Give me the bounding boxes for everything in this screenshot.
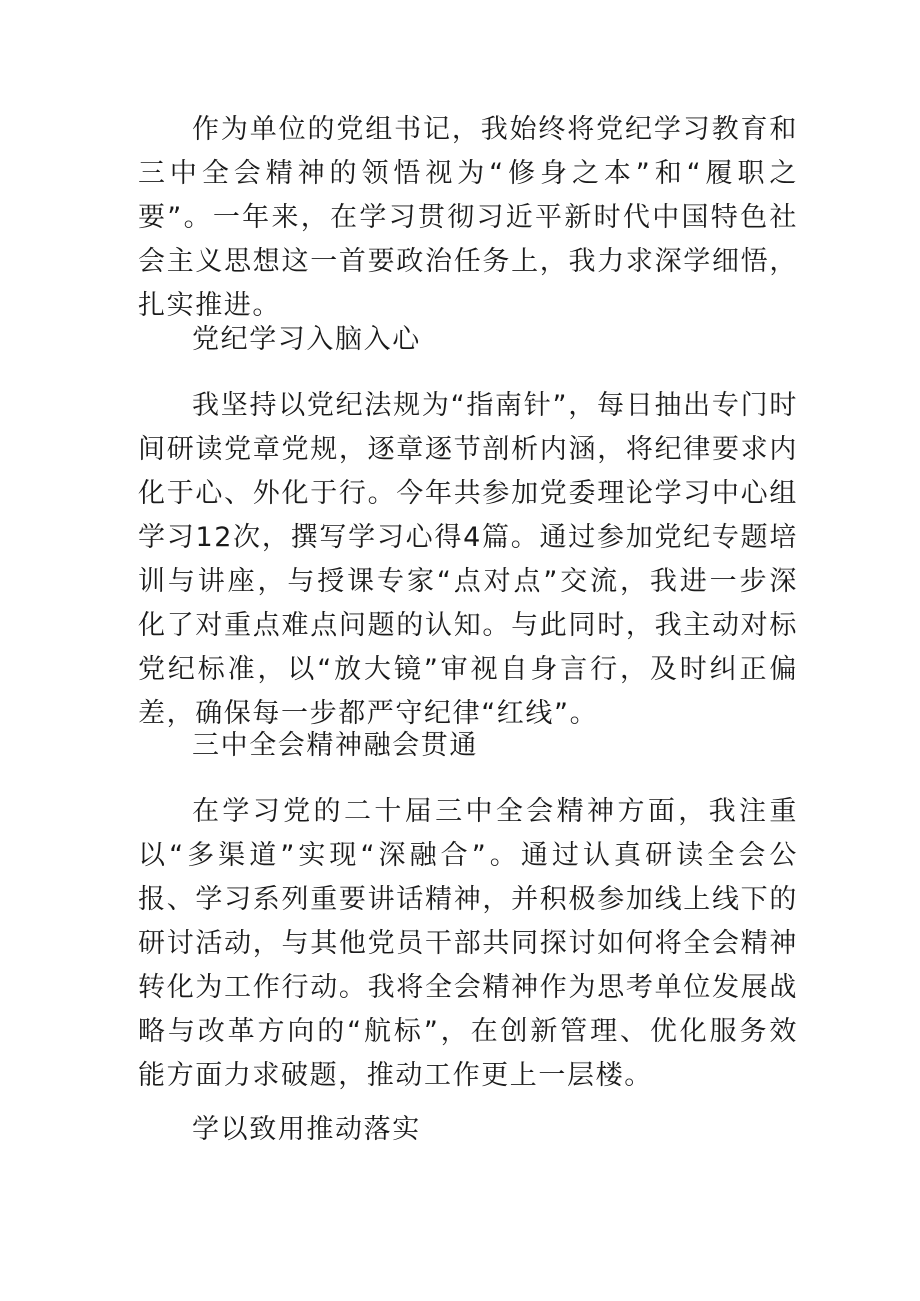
- section-heading-discipline-study: 党纪学习入脑入心: [192, 324, 421, 355]
- section-heading-apply-learning: 学以致用推动落实: [192, 1114, 421, 1145]
- section-heading-plenum-spirit: 三中全会精神融会贯通: [192, 730, 478, 761]
- paragraph-discipline-study: 我坚持以党纪法规为“指南针”，每日抽出专门时间研读党章党规，逐章逐节剖析内涵，将纪律要求内化于心、外化于行。今年共参加党委理论学习中心组学习12次，撰写学习心得4篇。通过参加党纪专题培训与讲座，与授课专家“点对点”交流，我进一步深化了对重点难点问题的认知。与此同时，我主动对标党纪标准，以“放大镜”审视自身言行，及时纠正偏差，确保每一步都严守纪律“红线”。: [138, 390, 798, 729]
- paragraph-intro: 作为单位的党组书记，我始终将党纪学习教育和三中全会精神的领悟视为“修身之本”和“履职之要”。一年来，在学习贯彻习近平新时代中国特色社会主义思想这一首要政治任务上，我力求深学细悟，扎实推进。: [138, 114, 798, 321]
- paragraph-plenum-spirit: 在学习党的二十届三中全会精神方面，我注重以“多渠道”实现“深融合”。通过认真研读全会公报、学习系列重要讲话精神，并积极参加线上线下的研讨活动，与其他党员干部共同探讨如何将全会精神转化为工作行动。我将全会精神作为思考单位发展战略与改革方向的“航标”，在创新管理、优化服务效能方面力求破题，推动工作更上一层楼。: [138, 796, 798, 1091]
